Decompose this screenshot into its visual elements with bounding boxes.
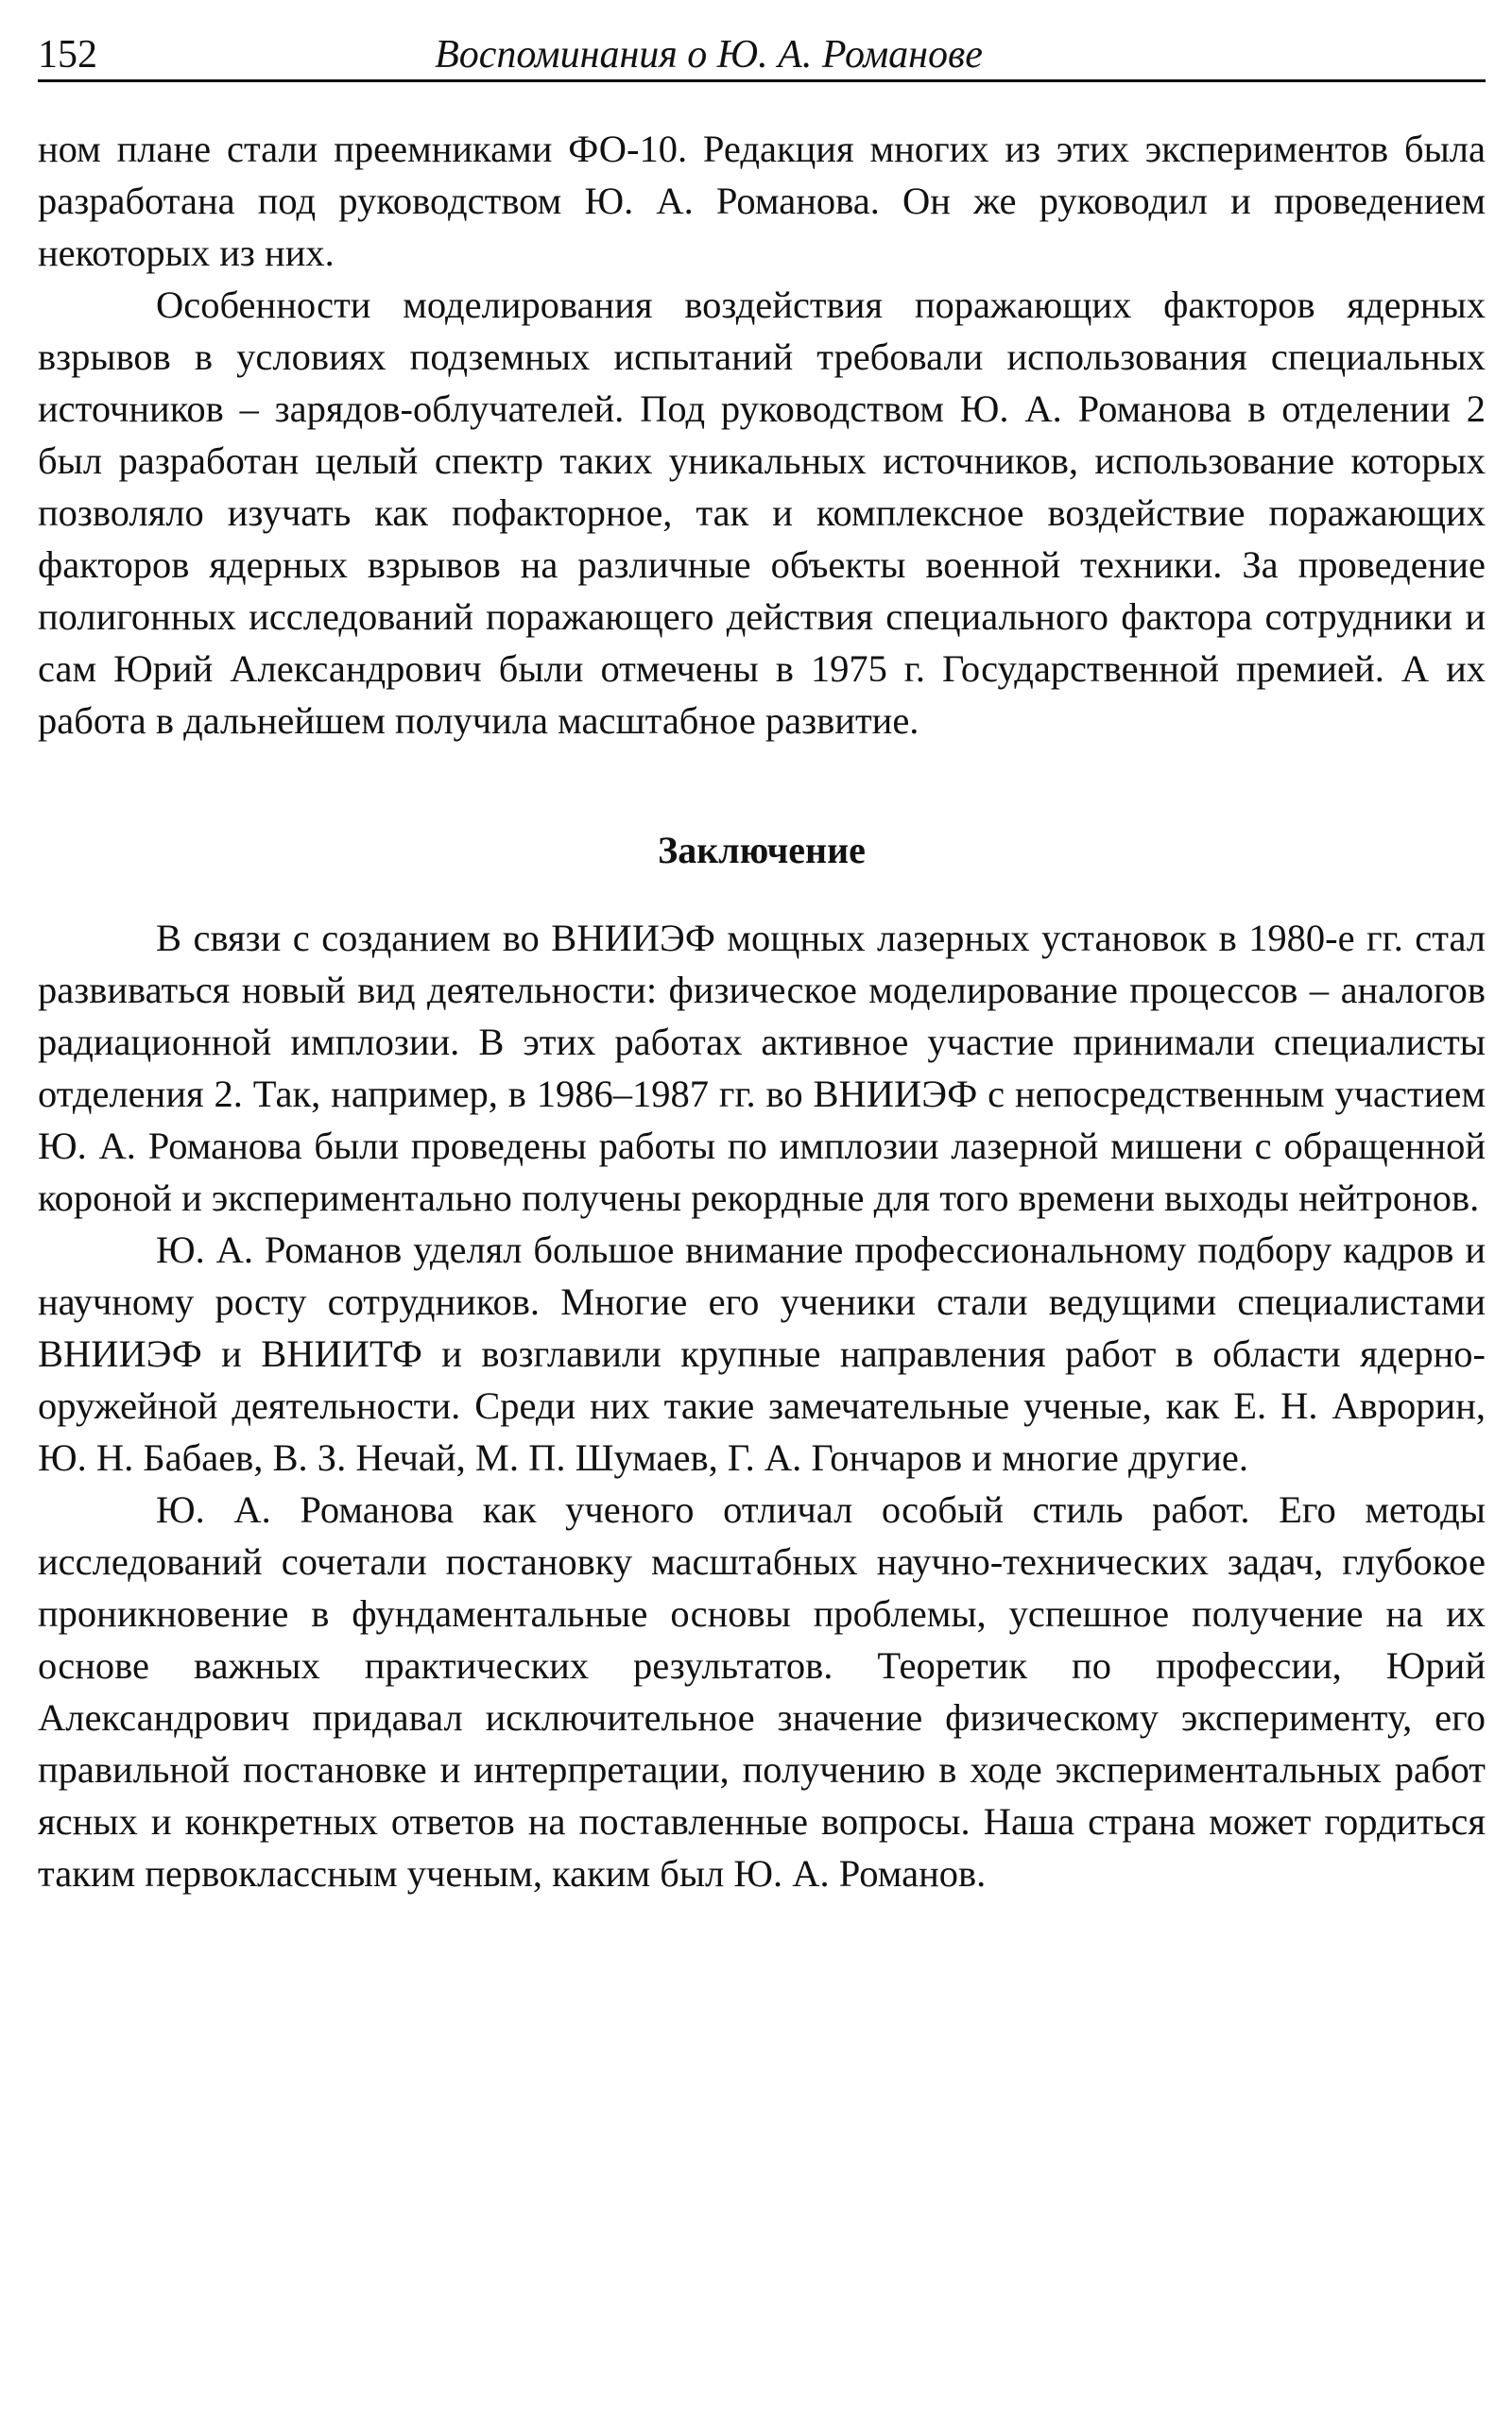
section-heading-conclusion: Заключение [658, 829, 866, 871]
paragraph-staff-training: Ю. А. Романов уделял большое внимание профессиональному подбору кадров и научному росту сотрудников. Многие его ученики стали ведущими специалистами ВНИИЭФ и ВНИИТФ и возглавили крупные направления работ в области ядерно-оружейной деятельности. Среди них такие замечательные ученые, как Е. Н. Аврорин, Ю. Н. Бабаев, В. З. Нечай, М. П. Шумаев, Г. А. Гончаров и многие другие. [38, 1228, 1486, 1479]
paragraph-work-style: Ю. А. Романова как ученого отличал особый стиль работ. Его методы исследований сочетали постановку масштабных научно-технических задач, глубокое проникновение в фундаментальные основы проблемы, успешное получение на их основе важных практических результатов. Теоретик по профессии, Юрий Александрович придавал исключительное значение физическому эксперименту, его правильной постановке и интерпретации, получению в ходе экспериментальных работ ясных и конкретных ответов на поставленные вопросы. Наша страна может гордиться таким первоклассным ученым, каким был Ю. А. Романов. [38, 1488, 1486, 1895]
paragraph-irradiator-sources: Особенности моделирования воздействия поражающих факторов ядерных взрывов в условиях подземных испытаний требовали использования специальных источников – зарядов-облучателей. Под руководством Ю. А. Романова в отделении 2 был разработан целый спектр таких уникальных источников, использование которых позволяло изучать как пофакторное, так и комплексное воздействие поражающих факторов ядерных взрывов на различные объекты военной техники. За проведение полигонных исследований поражающего действия специального фактора сотрудники и сам Юрий Александрович были отмечены в 1975 г. Государственной премией. А их работа в дальнейшем получила масштабное развитие. [38, 283, 1486, 742]
body-text [38, 123, 1486, 1899]
running-header [38, 21, 1486, 79]
running-title: Воспоминания о Ю. А. Романове [435, 33, 983, 77]
page-number: 152 [38, 33, 97, 77]
paragraph-continuation: ном плане стали преемниками ФО-10. Редакция многих из этих экспериментов была разработана под руководством Ю. А. Романова. Он же руководил и проведением некоторых из них. [38, 128, 1486, 274]
paragraph-laser-installations: В связи с созданием во ВНИИЭФ мощных лазерных установок в 1980-е гг. стал развиваться новый вид деятельности: физическое моделирование процессов – аналогов радиационной имплозии. В этих работах активное участие принимали специалисты отделения 2. Так, например, в 1986–1987 гг. во ВНИИЭФ с непосредственным участием Ю. А. Романова были проведены работы по имплозии лазерной мишени с обращенной короной и экспериментально получены рекордные для того времени выходы нейтронов. [38, 917, 1486, 1219]
header-rule [38, 79, 1486, 82]
